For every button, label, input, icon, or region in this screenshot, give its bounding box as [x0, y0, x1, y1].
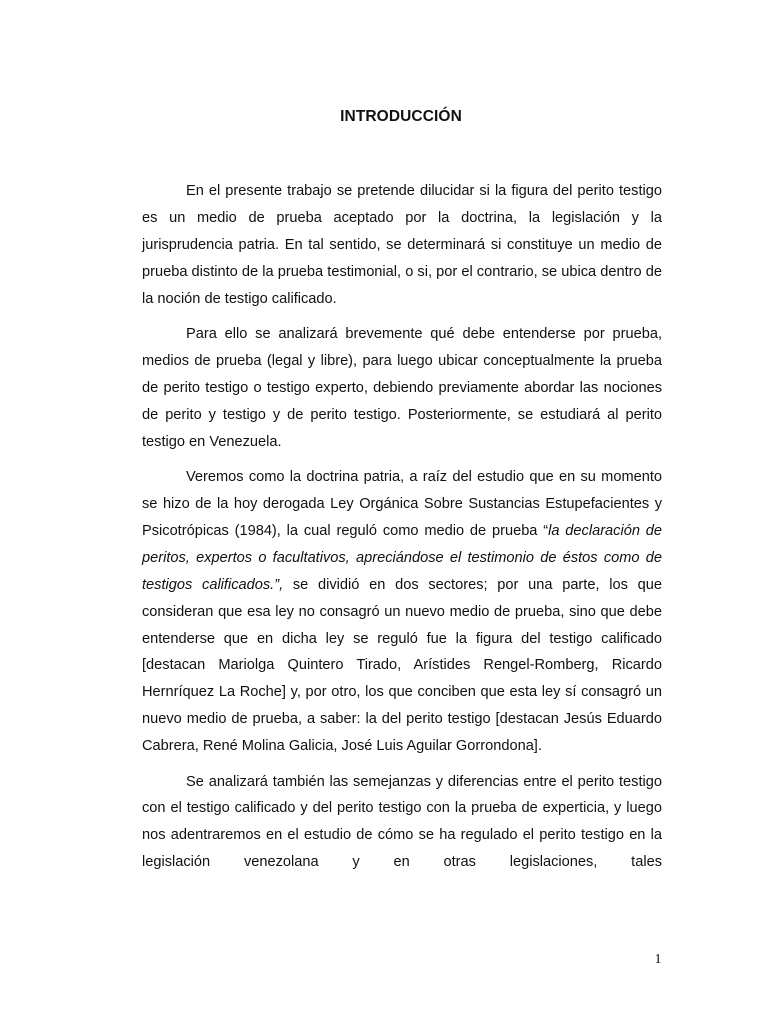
paragraph-3 [142, 464, 662, 760]
document-title: INTRODUCCIÓN [340, 108, 462, 125]
paragraph-1: En el presente trabajo se pretende dilucidar si la figura del perito testigo es un medio de prueba aceptado por la doctrina, la legislación y la jurisprudencia patria. En tal sentido, se determinará si constituye un medio de prueba distinto de la prueba testimonial, o si, por el contrario, se ubica dentro de la noción de testigo calificado. [142, 183, 662, 307]
paragraph-3-continuation: se dividió en dos sectores; por una parte, los que consideran que esa ley no consagró un nuevo medio de prueba, sino que debe entenderse que en dicha ley se reguló fue la figura del testigo calificado [destacan Mariolga Quintero Tirado, Arístides Rengel-Romberg, Ricardo Hernríquez La Roche] y, por otro, los que conciben que esta ley sí consagró un nuevo medio de prueba, a saber: la del perito testigo [destacan Jesús Eduardo Cabrera, René Molina Galicia, José Luis Aguilar Gorrondona]. [142, 576, 662, 755]
legal-quote: la declaración de peritos, expertos o facultativos, apreciándose el testimonio de éstos como de testigos calificados.”, [142, 522, 663, 593]
paragraph-4: Se analizará también las semejanzas y diferencias entre el perito testigo con el testigo calificado y del perito testigo con la prueba de experticia, y luego nos adentraremos en el estudio de cómo se ha regulado el perito testigo en la legislación venezolana y en otras legislaciones, tales [142, 773, 662, 871]
paragraph-2: Para ello se analizará brevemente qué debe entenderse por prueba, medios de prueba (legal y libre), para luego ubicar conceptualmente la prueba de perito testigo o testigo experto, debiendo previamente abordar las nociones de perito y testigo y de perito testigo. Posteriormente, se estudiará al perito testigo en Venezuela. [142, 326, 662, 450]
page-number: 1 [654, 952, 662, 967]
paragraph-3-intro: Veremos como la doctrina patria, a raíz del estudio que en su momento se hizo de la hoy derogada Ley Orgánica Sobre Sustancias Estupefacientes y Psicotrópicas (1984), la cual reguló como medio de prueba “ [142, 469, 662, 539]
document-body [142, 178, 662, 885]
